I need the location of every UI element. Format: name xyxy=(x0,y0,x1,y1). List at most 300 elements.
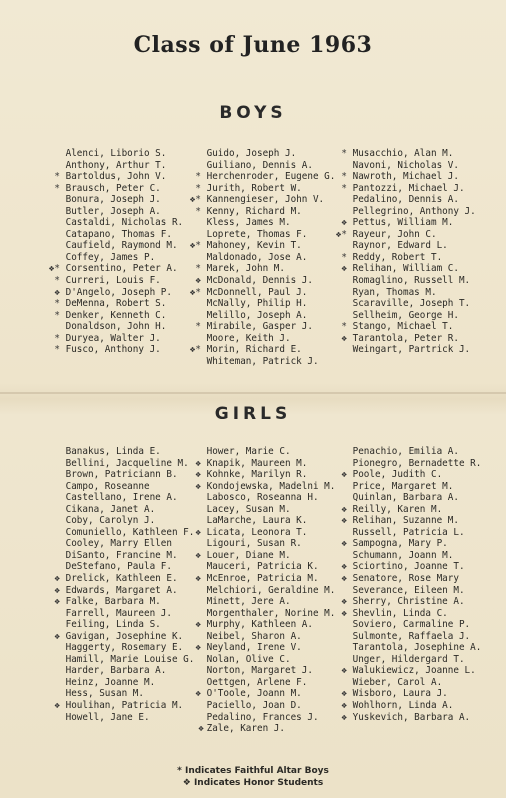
entry-name: Hower, Marie C. xyxy=(206,446,291,457)
entry-name: Reddy, Robert T. xyxy=(352,251,443,263)
entry-marker: ❖ xyxy=(341,700,347,712)
page-title: Class of June 1963 xyxy=(133,32,373,58)
name-entry xyxy=(333,469,481,481)
entry-name: Denker, Kenneth C. xyxy=(65,309,167,321)
name-entry xyxy=(333,688,481,700)
entry-marker: ❖ xyxy=(341,665,347,677)
name-entry xyxy=(187,446,335,458)
entry-marker: ❖ xyxy=(54,573,60,585)
entry-name: Sellheim, George H. xyxy=(352,309,459,321)
name-entry xyxy=(333,240,476,252)
name-entry xyxy=(187,206,335,218)
name-entry xyxy=(46,458,194,470)
name-entry xyxy=(333,596,481,608)
entry-name: Alenci, Liborio S. xyxy=(65,148,167,159)
entry-name: Paciello, Joan D. xyxy=(206,700,302,712)
name-entry xyxy=(187,310,335,322)
entry-marker: * xyxy=(54,344,60,356)
name-entry xyxy=(46,561,194,573)
entry-name: Moore, Keith J. xyxy=(206,332,291,344)
name-entry xyxy=(187,344,335,356)
name-entry xyxy=(46,700,194,712)
name-entry xyxy=(333,642,481,654)
name-entry xyxy=(46,287,183,299)
entry-name: Yuskevich, Barbara A. xyxy=(352,711,471,723)
entry-name: Maldonado, Jose A. xyxy=(206,251,308,263)
entry-name: Pettus, William M. xyxy=(352,217,454,229)
entry-name: Marek, John M. xyxy=(206,263,285,275)
entry-name: Bellini, Jacqueline M. xyxy=(65,457,189,469)
entry-name: Gavigan, Josephine K. xyxy=(65,630,184,642)
entry-name: O'Toole, Joann M. xyxy=(206,688,302,700)
entry-name: Minett, Jere A. xyxy=(206,596,291,608)
entry-name: Navoni, Nicholas V. xyxy=(352,159,459,171)
name-entry xyxy=(187,458,335,470)
entry-marker: ❖ xyxy=(195,642,201,654)
entry-name: Castaldi, Nicholas R. xyxy=(65,217,184,229)
entry-marker: ❖ xyxy=(54,584,60,596)
entry-name: Poole, Judith C. xyxy=(352,469,443,481)
name-entry xyxy=(333,298,476,310)
boys-column-3 xyxy=(333,148,476,356)
name-entry xyxy=(333,160,476,172)
name-entry xyxy=(46,446,194,458)
entry-name: Knapik, Maureen M. xyxy=(206,457,308,469)
entry-name: Soviero, Carmaline P. xyxy=(352,619,471,631)
entry-name: Stango, Michael T. xyxy=(352,321,454,333)
name-entry xyxy=(333,458,481,470)
entry-name: Senatore, Rose Mary xyxy=(352,573,459,585)
name-entry xyxy=(333,492,481,504)
name-entry xyxy=(333,573,481,585)
entry-marker: ❖ xyxy=(195,469,201,481)
name-entry xyxy=(46,688,194,700)
name-entry xyxy=(333,252,476,264)
girls-column-3 xyxy=(333,446,481,723)
name-entry xyxy=(333,608,481,620)
entry-name: Castellano, Irene A. xyxy=(65,492,178,504)
name-entry xyxy=(46,515,194,527)
entry-name: Sulmonte, Raffaela J. xyxy=(352,630,471,642)
name-entry xyxy=(46,229,183,241)
entry-name: Jurith, Robert W. xyxy=(206,182,302,194)
entry-name: Morgenthaler, Norine M. xyxy=(206,607,336,619)
entry-marker: ❖ xyxy=(187,723,204,735)
entry-marker: ❖ xyxy=(195,526,201,538)
entry-marker: ❖* xyxy=(189,344,201,356)
name-entry xyxy=(333,561,481,573)
name-entry xyxy=(46,631,194,643)
name-entry xyxy=(333,481,481,493)
name-entry xyxy=(187,229,335,241)
entry-name: Campo, Roseanne xyxy=(65,480,150,492)
name-entry xyxy=(46,469,194,481)
entry-name: Cooley, Marry Ellen xyxy=(65,538,172,550)
name-entry xyxy=(333,677,481,689)
entry-name: Tarantola, Peter R. xyxy=(352,332,459,344)
name-entry xyxy=(46,148,183,160)
entry-name: Relihan, Suzanne M. xyxy=(352,515,459,527)
name-entry xyxy=(333,171,476,183)
legend xyxy=(0,765,506,789)
entry-name: Pedalino, Dennis A. xyxy=(352,194,459,206)
entry-name: Lacey, Susan M. xyxy=(206,503,291,515)
entry-name: Melillo, Joseph A. xyxy=(206,309,308,321)
entry-name: Catapano, Thomas F. xyxy=(65,228,172,240)
entry-name: Wohlhorn, Linda A. xyxy=(352,700,454,712)
entry-name: Haggerty, Rosemary E. xyxy=(65,642,184,654)
name-entry xyxy=(46,171,183,183)
entry-name: Pedalino, Frances J. xyxy=(206,711,319,723)
entry-marker: ❖ xyxy=(341,688,347,700)
entry-marker: ❖ xyxy=(341,217,347,229)
name-entry xyxy=(46,550,194,562)
entry-name: Reilly, Karen M. xyxy=(352,503,443,515)
entry-name: Neyland, Irene V. xyxy=(206,642,302,654)
entry-name: Morin, Richard E. xyxy=(206,344,302,356)
entry-marker: ❖ xyxy=(195,549,201,561)
name-entry xyxy=(46,504,194,516)
entry-name: Guido, Joseph J. xyxy=(206,148,297,159)
name-entry xyxy=(333,333,476,345)
entry-name: Wieber, Carol A. xyxy=(352,676,443,688)
entry-marker: ❖ xyxy=(195,573,201,585)
entry-marker: ❖* xyxy=(189,194,201,206)
entry-marker: ❖ xyxy=(341,469,347,481)
name-entry xyxy=(187,723,335,735)
name-entry xyxy=(46,206,183,218)
entry-marker: * xyxy=(195,171,201,183)
entry-marker: ❖ xyxy=(341,538,347,550)
entry-marker: ❖ xyxy=(341,515,347,527)
entry-marker: * xyxy=(54,332,60,344)
entry-name: Hess, Susan M. xyxy=(65,688,144,700)
entry-name: Weingart, Partrick J. xyxy=(352,344,471,356)
name-entry xyxy=(187,240,335,252)
entry-name: McDonnell, Paul J. xyxy=(206,286,308,298)
name-entry xyxy=(187,561,335,573)
name-entry xyxy=(46,183,183,195)
name-entry xyxy=(46,194,183,206)
entry-name: Kohnke, Marilyn R. xyxy=(206,469,308,481)
name-entry xyxy=(46,538,194,550)
name-entry xyxy=(46,240,183,252)
name-entry xyxy=(46,333,183,345)
name-entry xyxy=(333,206,476,218)
entry-name: Drelick, Kathleen E. xyxy=(65,573,178,585)
entry-marker: * xyxy=(341,251,347,263)
entry-name: McEnroe, Patricia M. xyxy=(206,573,319,585)
name-entry xyxy=(187,287,335,299)
name-entry xyxy=(46,665,194,677)
entry-name: Herchenroder, Eugene G. xyxy=(206,171,336,183)
entry-name: Edwards, Margaret A. xyxy=(65,584,178,596)
name-entry xyxy=(187,527,335,539)
entry-name: Pantozzi, Michael J. xyxy=(352,182,465,194)
entry-name: Mahoney, Kevin T. xyxy=(206,240,302,252)
boys-column-1 xyxy=(46,148,183,356)
entry-marker: ❖ xyxy=(54,286,60,298)
entry-marker: ❖* xyxy=(189,286,201,298)
entry-name: Brown, Patriciann B. xyxy=(65,469,178,481)
entry-marker: * xyxy=(54,182,60,194)
name-entry xyxy=(333,310,476,322)
entry-name: DeMenna, Robert S. xyxy=(65,298,167,310)
entry-marker: ❖* xyxy=(48,263,60,275)
name-entry xyxy=(187,677,335,689)
name-entry xyxy=(187,356,335,368)
name-entry xyxy=(187,148,335,160)
name-entry xyxy=(46,310,183,322)
entry-name: Donaldson, John H. xyxy=(65,321,167,333)
entry-name: Kless, James M. xyxy=(206,217,291,229)
name-entry xyxy=(333,700,481,712)
name-entry xyxy=(333,504,481,516)
name-entry xyxy=(46,263,183,275)
entry-marker: ❖ xyxy=(341,596,347,608)
boys-column-2 xyxy=(187,148,335,367)
entry-marker: ❖ xyxy=(341,332,347,344)
entry-marker: * xyxy=(54,298,60,310)
entry-name: Nolan, Olive C. xyxy=(206,653,291,665)
name-entry xyxy=(333,446,481,458)
entry-name: Schumann, Joann M. xyxy=(352,549,454,561)
entry-name: Banakus, Linda E. xyxy=(65,446,161,457)
entry-name: Quinlan, Barbara A. xyxy=(352,492,459,504)
entry-marker: ❖ xyxy=(341,503,347,515)
name-entry xyxy=(187,183,335,195)
name-entry xyxy=(187,492,335,504)
entry-name: Heinz, Joanne M. xyxy=(65,676,156,688)
entry-name: Coffey, James P. xyxy=(65,251,156,263)
name-entry xyxy=(187,631,335,643)
paper-fold-line xyxy=(0,392,506,394)
name-entry xyxy=(187,654,335,666)
name-entry xyxy=(187,608,335,620)
entry-marker: * xyxy=(195,321,201,333)
name-entry xyxy=(187,700,335,712)
name-entry xyxy=(187,194,335,206)
name-entry xyxy=(46,481,194,493)
entry-name: Guiliano, Dennis A. xyxy=(206,159,313,171)
entry-name: Cikana, Janet A. xyxy=(65,503,156,515)
entry-marker: * xyxy=(341,182,347,194)
name-entry xyxy=(187,573,335,585)
name-entry xyxy=(46,344,183,356)
entry-name: Louer, Diane M. xyxy=(206,549,291,561)
name-entry xyxy=(187,642,335,654)
entry-marker: ❖ xyxy=(195,480,201,492)
entry-marker: ❖ xyxy=(54,630,60,642)
entry-marker: * xyxy=(195,182,201,194)
entry-marker: ❖ xyxy=(195,619,201,631)
entry-name: Feiling, Linda S. xyxy=(65,619,161,631)
entry-marker: * xyxy=(341,148,347,159)
entry-name: Relihan, William C. xyxy=(352,263,459,275)
boys-heading: BOYS xyxy=(219,103,287,123)
name-entry xyxy=(187,712,335,724)
legend-altar-boys: * Indicates Faithful Altar Boys xyxy=(177,766,329,776)
name-entry xyxy=(187,665,335,677)
name-entry xyxy=(46,619,194,631)
name-entry xyxy=(187,252,335,264)
name-entry xyxy=(333,287,476,299)
entry-name: Musacchio, Alan M. xyxy=(352,148,454,159)
name-entry xyxy=(187,688,335,700)
name-entry xyxy=(46,298,183,310)
entry-name: Walukiewicz, Joanne L. xyxy=(352,665,476,677)
entry-name: Melchiori, Geraldine M. xyxy=(206,584,336,596)
entry-name: Coby, Carolyn J. xyxy=(65,515,156,527)
name-entry xyxy=(187,619,335,631)
name-entry xyxy=(187,298,335,310)
entry-name: Caufield, Raymond M. xyxy=(65,240,178,252)
entry-marker: ❖ xyxy=(195,275,201,287)
name-entry xyxy=(333,619,481,631)
entry-marker: ❖ xyxy=(341,711,347,723)
entry-name: Anthony, Arthur T. xyxy=(65,159,167,171)
entry-name: Duryea, Walter J. xyxy=(65,332,161,344)
entry-name: Pellegrino, Anthony J. xyxy=(352,205,476,217)
name-entry xyxy=(187,596,335,608)
name-entry xyxy=(333,183,476,195)
entry-name: Farrell, Maureen J. xyxy=(65,607,172,619)
name-entry xyxy=(46,642,194,654)
name-entry xyxy=(46,608,194,620)
entry-marker: * xyxy=(54,171,60,183)
name-entry xyxy=(333,194,476,206)
name-entry xyxy=(187,321,335,333)
girls-column-1 xyxy=(46,446,194,723)
name-entry xyxy=(46,677,194,689)
name-entry xyxy=(333,654,481,666)
name-entry xyxy=(333,515,481,527)
entry-name: Bartoldus, John V. xyxy=(65,171,167,183)
girls-heading: GIRLS xyxy=(214,404,292,424)
entry-name: Romaglino, Russell M. xyxy=(352,275,471,287)
entry-name: Price, Margaret M. xyxy=(352,480,454,492)
name-entry xyxy=(333,538,481,550)
name-entry xyxy=(46,527,194,539)
entry-name: Howell, Jane E. xyxy=(65,711,150,723)
name-entry xyxy=(46,252,183,264)
name-entry xyxy=(46,596,194,608)
entry-name: Scaraville, Joseph T. xyxy=(352,298,471,310)
entry-name: Fusco, Anthony J. xyxy=(65,344,161,356)
name-entry xyxy=(333,217,476,229)
name-entry xyxy=(333,229,476,241)
legend-honor-students: ❖ Indicates Honor Students xyxy=(182,778,324,788)
name-entry xyxy=(333,148,476,160)
entry-name: Comuniello, Kathleen F. xyxy=(65,526,195,538)
name-entry xyxy=(187,171,335,183)
name-entry xyxy=(187,585,335,597)
entry-name: Kenny, Richard M. xyxy=(206,205,302,217)
name-entry xyxy=(187,160,335,172)
name-entry xyxy=(333,321,476,333)
entry-name: DiSanto, Francine M. xyxy=(65,549,178,561)
entry-name: Zale, Karen J. xyxy=(206,723,285,735)
name-entry xyxy=(333,665,481,677)
entry-name: Raynor, Edward L. xyxy=(352,240,448,252)
entry-marker: ❖* xyxy=(335,228,347,240)
name-entry xyxy=(46,585,194,597)
entry-name: McDonald, Dennis J. xyxy=(206,275,313,287)
entry-name: Sherry, Christine A. xyxy=(352,596,465,608)
entry-marker: * xyxy=(54,275,60,287)
name-entry xyxy=(187,481,335,493)
name-entry xyxy=(333,344,476,356)
entry-name: Ligouri, Susan R. xyxy=(206,538,302,550)
entry-marker: * xyxy=(195,263,201,275)
entry-name: Norton, Margaret J. xyxy=(206,665,313,677)
entry-marker: ❖ xyxy=(341,573,347,585)
entry-name: Tarantola, Josephine A. xyxy=(352,642,482,654)
entry-name: Bonura, Joseph J. xyxy=(65,194,161,206)
entry-name: Sampogna, Mary P. xyxy=(352,538,448,550)
entry-name: Falke, Barbara M. xyxy=(65,596,161,608)
entry-name: Severance, Eileen M. xyxy=(352,584,465,596)
name-entry xyxy=(333,585,481,597)
entry-name: Mirabile, Gasper J. xyxy=(206,321,313,333)
entry-name: Neibel, Sharon A. xyxy=(206,630,302,642)
name-entry xyxy=(333,550,481,562)
name-entry xyxy=(46,321,183,333)
entry-marker: ❖ xyxy=(195,457,201,469)
entry-name: Pionegro, Bernadette R. xyxy=(352,457,482,469)
name-entry xyxy=(187,263,335,275)
entry-name: Shevlin, Linda C. xyxy=(352,607,448,619)
entry-marker: ❖ xyxy=(341,263,347,275)
entry-marker: * xyxy=(195,205,201,217)
entry-name: Sciortino, Joanne T. xyxy=(352,561,465,573)
name-entry xyxy=(187,515,335,527)
entry-name: Brausch, Peter C. xyxy=(65,182,161,194)
entry-name: Houlihan, Patricia M. xyxy=(65,700,184,712)
entry-marker: ❖ xyxy=(341,561,347,573)
entry-name: Hamill, Marie Louise G. xyxy=(65,653,195,665)
entry-name: Kannengieser, John V. xyxy=(206,194,325,206)
name-entry xyxy=(46,275,183,287)
entry-name: Harder, Barbara A. xyxy=(65,665,167,677)
name-entry xyxy=(46,492,194,504)
entry-name: Murphy, Kathleen A. xyxy=(206,619,313,631)
name-entry xyxy=(187,333,335,345)
entry-name: Wisboro, Laura J. xyxy=(352,688,448,700)
entry-name: Mauceri, Patricia K. xyxy=(206,561,319,573)
entry-name: Labosco, Roseanna H. xyxy=(206,492,319,504)
name-entry xyxy=(187,275,335,287)
entry-name: Licata, Leonora T. xyxy=(206,526,308,538)
entry-marker: ❖ xyxy=(195,688,201,700)
entry-name: Nawroth, Michael J. xyxy=(352,171,459,183)
name-entry xyxy=(333,263,476,275)
entry-name: Unger, Hildergard T. xyxy=(352,653,465,665)
name-entry xyxy=(187,504,335,516)
entry-name: Rayeur, John C. xyxy=(352,228,437,240)
name-entry xyxy=(333,527,481,539)
name-entry xyxy=(333,275,476,287)
name-entry xyxy=(46,573,194,585)
name-entry xyxy=(333,631,481,643)
entry-name: Loprete, Thomas F. xyxy=(206,228,308,240)
entry-marker: * xyxy=(341,321,347,333)
entry-name: Whiteman, Patrick J. xyxy=(206,355,319,367)
name-entry xyxy=(187,538,335,550)
name-entry xyxy=(187,469,335,481)
name-entry xyxy=(46,712,194,724)
name-entry xyxy=(187,550,335,562)
